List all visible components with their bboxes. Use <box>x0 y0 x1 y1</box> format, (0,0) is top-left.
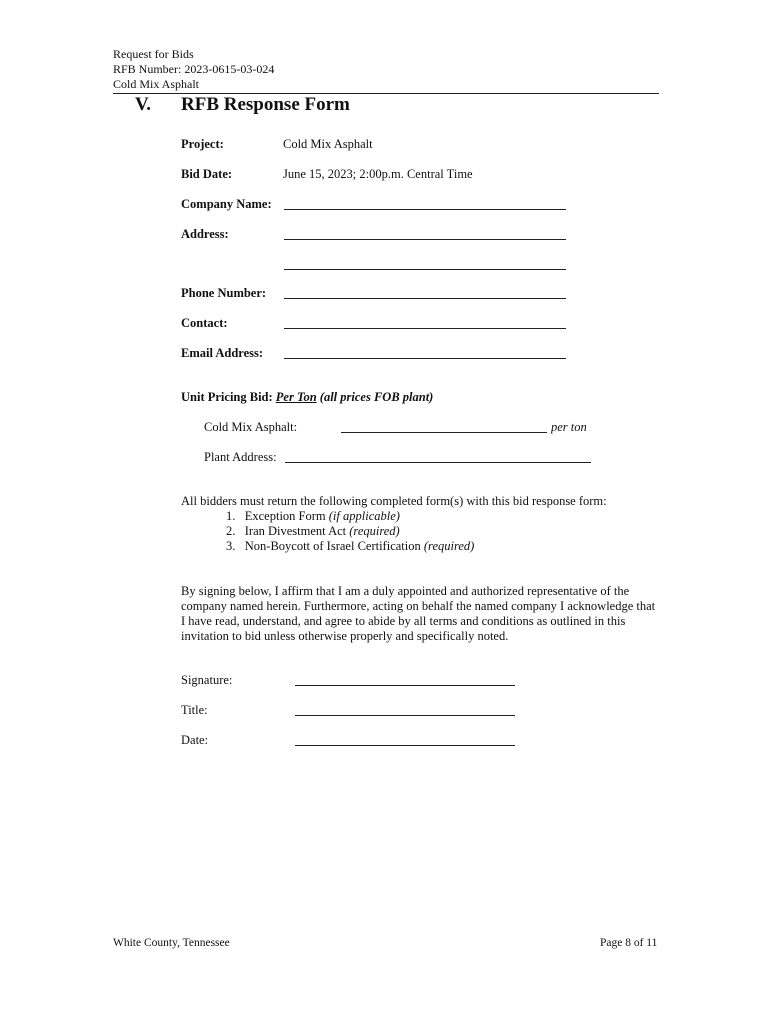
address-label: Address: <box>181 227 229 241</box>
email-address-label: Email Address: <box>181 346 264 360</box>
phone-number-label: Phone Number: <box>181 286 267 300</box>
cold-mix-asphalt-price-field[interactable] <box>341 432 547 433</box>
title-field[interactable] <box>295 715 515 716</box>
address-field-line-1[interactable] <box>284 239 566 240</box>
date-field[interactable] <box>295 745 515 746</box>
forms-intro: All bidders must return the following completed form(s) with this bid response form: <box>181 494 607 508</box>
form-list-number: 1. <box>226 509 236 523</box>
company-name-field[interactable] <box>284 209 566 210</box>
header-line-request: Request for Bids <box>113 47 194 61</box>
signature-label: Signature: <box>181 673 233 687</box>
per-ton-unit: per ton <box>551 420 587 434</box>
footer-county: White County, Tennessee <box>113 937 230 949</box>
contact-label: Contact: <box>181 316 228 330</box>
per-ton-label: Per Ton <box>275 390 317 404</box>
form-list-item <box>226 524 400 539</box>
affirmation-paragraph: By signing below, I affirm that I am a duly appointed and authorized representative of the company named herein. Furthermore, acting on behalf the named company I acknowledge that I have read, understand, and agree to abide by all terms and conditions as outlined in this invitation to bid unless otherwise properly and specifically noted. <box>181 584 656 643</box>
form-list-number: 3. <box>226 539 236 553</box>
form-list-note: (required) <box>423 539 475 553</box>
form-list-item <box>226 509 400 524</box>
header-line-rfb-number: RFB Number: 2023-0615-03-024 <box>113 62 275 76</box>
header-line-project: Cold Mix Asphalt <box>113 77 200 91</box>
plant-address-label: Plant Address: <box>204 450 277 464</box>
section-title: RFB Response Form <box>181 94 350 115</box>
cold-mix-asphalt-label: Cold Mix Asphalt: <box>204 420 298 434</box>
email-address-field[interactable] <box>284 358 566 359</box>
footer-page-number: Page 8 of 11 <box>600 937 658 949</box>
unit-pricing-heading <box>181 390 433 405</box>
signature-field[interactable] <box>295 685 515 686</box>
form-list-item <box>226 539 474 554</box>
form-list-text: Non-Boycott of Israel Certification <box>244 539 421 553</box>
bid-date-label: Bid Date: <box>181 167 233 181</box>
company-name-label: Company Name: <box>181 197 272 211</box>
form-list-text: Iran Divestment Act <box>244 524 347 538</box>
form-list-note: (if applicable) <box>328 509 400 523</box>
contact-field[interactable] <box>284 328 566 329</box>
bid-date-value: June 15, 2023; 2:00p.m. Central Time <box>283 167 473 181</box>
unit-pricing-label: Unit Pricing Bid: <box>181 390 273 404</box>
form-list-number: 2. <box>226 524 236 538</box>
project-label: Project: <box>181 137 224 151</box>
date-label: Date: <box>181 733 209 747</box>
project-value: Cold Mix Asphalt <box>283 137 373 151</box>
phone-number-field[interactable] <box>284 298 566 299</box>
section-number: V. <box>135 94 152 115</box>
fob-note: (all prices FOB plant) <box>319 390 434 404</box>
address-field-line-2[interactable] <box>284 269 566 270</box>
title-label: Title: <box>181 703 208 717</box>
form-list-text: Exception Form <box>244 509 326 523</box>
plant-address-field[interactable] <box>285 462 591 463</box>
form-list-note: (required) <box>349 524 400 538</box>
